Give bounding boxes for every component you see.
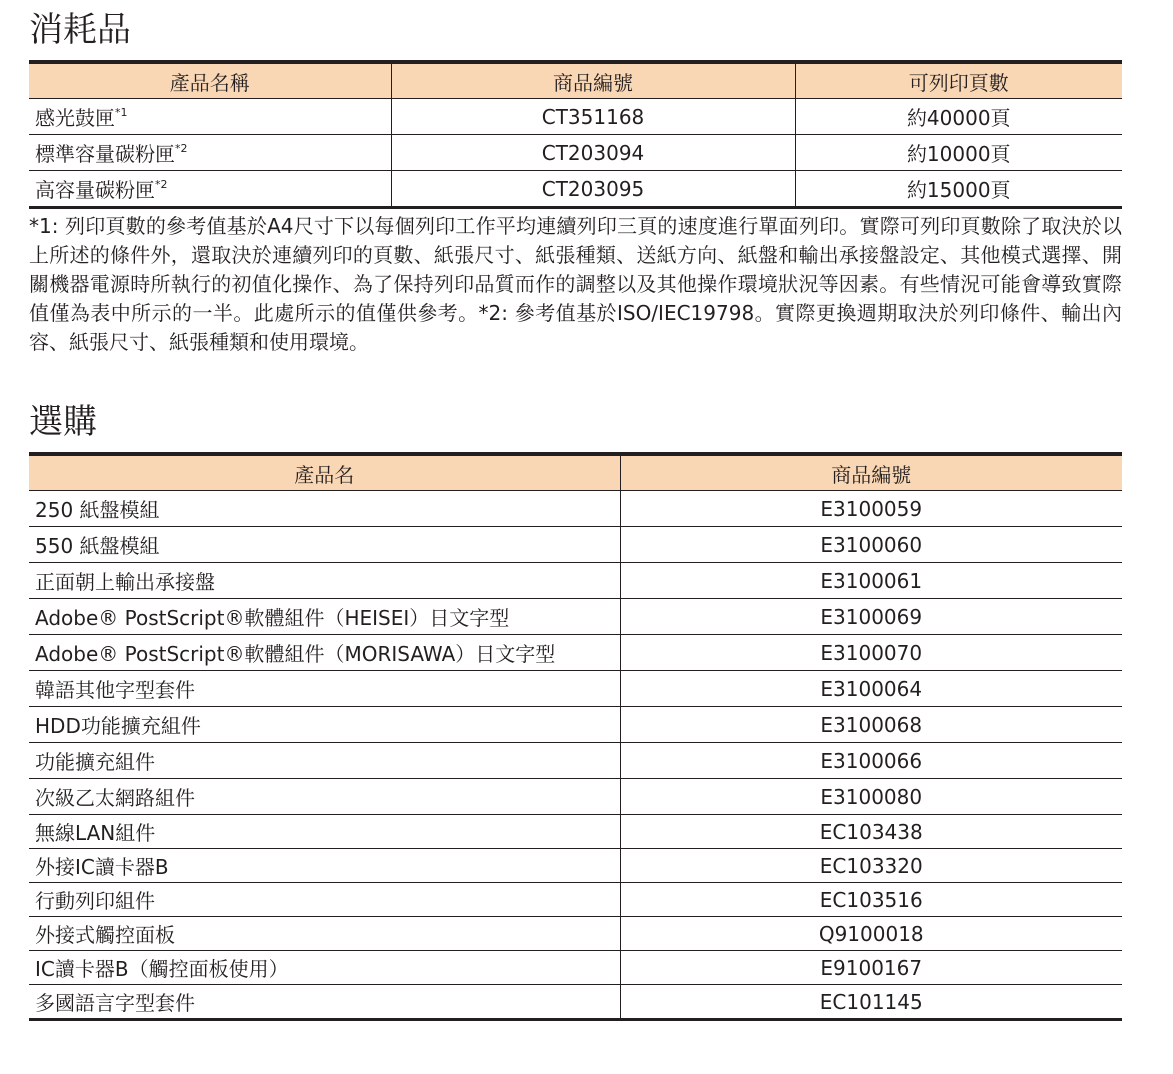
product-code-cell: E3100059: [620, 491, 1122, 527]
product-code-cell: E9100167: [620, 951, 1122, 985]
table-row: [29, 671, 1122, 707]
options-table: [29, 452, 1122, 1021]
product-code-cell: E3100069: [620, 599, 1122, 635]
table-row: [29, 527, 1122, 563]
column-header-product-code: 商品編號: [620, 454, 1122, 491]
page-yield-cell: 約10000頁: [795, 135, 1122, 171]
options-title: 選購: [29, 402, 97, 442]
product-code-cell: CT203095: [391, 171, 795, 208]
product-name-cell: 外接IC讀卡器B: [29, 849, 620, 883]
product-code-cell: E3100068: [620, 707, 1122, 743]
column-header-page-yield: 可列印頁數: [795, 62, 1122, 99]
product-name-cell: 550 紙盤模組: [29, 527, 620, 563]
product-name-cell: Adobe® PostScript®軟體組件（HEISEI）日文字型: [29, 599, 620, 635]
product-name-cell: Adobe® PostScript®軟體組件（MORISAWA）日文字型: [29, 635, 620, 671]
product-name-cell: 高容量碳粉匣$^{*2}$: [35, 178, 168, 202]
consumables-table: [29, 60, 1122, 209]
footnote-marker: *2: [155, 178, 168, 191]
column-header-product-name: 產品名稱: [29, 62, 391, 99]
footnote-marker: *2: [175, 142, 188, 155]
table-row: [29, 135, 1122, 171]
product-code-cell: CT203094: [391, 135, 795, 171]
product-code-cell: E3100060: [620, 527, 1122, 563]
product-code-cell: EC101145: [620, 985, 1122, 1020]
product-name-cell: 標準容量碳粉匣$^{*2}$: [29, 135, 391, 171]
product-name-cell: HDD功能擴充組件: [29, 707, 620, 743]
product-name-cell: 韓語其他字型套件: [29, 671, 620, 707]
product-name-cell: 感光鼓匣$^{*1}$: [29, 99, 391, 135]
table-header-row: [29, 62, 1122, 99]
product-code-cell: EC103320: [620, 849, 1122, 883]
table-row: [29, 951, 1122, 985]
table-row: [29, 917, 1122, 951]
table-row: [29, 743, 1122, 779]
table-row: [29, 985, 1122, 1020]
product-code-cell: CT351168: [391, 99, 795, 135]
product-name-cell: IC讀卡器B（觸控面板使用）: [29, 951, 620, 985]
product-name-cell: 功能擴充組件: [29, 743, 620, 779]
page-yield-cell: 約15000頁: [795, 171, 1122, 208]
table-row: [29, 849, 1122, 883]
product-name-cell: 正面朝上輸出承接盤: [29, 563, 620, 599]
table-row: [29, 599, 1122, 635]
table-row: [29, 563, 1122, 599]
product-code-cell: Q9100018: [620, 917, 1122, 951]
table-row: [29, 815, 1122, 849]
table-row: [29, 779, 1122, 815]
product-name-cell: 行動列印組件: [29, 883, 620, 917]
product-name-cell: 外接式觸控面板: [29, 917, 620, 951]
product-code-cell: E3100070: [620, 635, 1122, 671]
product-name-cell: 250 紙盤模組: [29, 491, 620, 527]
table-header-row: [29, 454, 1122, 491]
table-row: [29, 635, 1122, 671]
product-code-cell: EC103516: [620, 883, 1122, 917]
table-row: [29, 883, 1122, 917]
table-row: [29, 171, 1122, 208]
product-name-cell: 無線LAN組件: [29, 815, 620, 849]
table-row: [29, 99, 1122, 135]
product-code-cell: E3100064: [620, 671, 1122, 707]
table-row: [29, 707, 1122, 743]
table-row: [29, 491, 1122, 527]
product-name-cell: 次級乙太網路組件: [29, 779, 620, 815]
product-code-cell: EC103438: [620, 815, 1122, 849]
column-header-product-name: 產品名: [29, 454, 620, 491]
consumables-footnote: *1: 列印頁數的參考值基於A4尺寸下以每個列印工作平均連續列印三頁的速度進行單面列印。實際可列印頁數除了取決於以上所述的條件外，還取決於連續列印的頁數、紙張尺寸、紙張種類、送紙方向、紙盤和輸出承接盤設定、其他模式選擇、開關機器電源時所執行的初值化操作、為了保持列印品質而作的調整以及其他操作環境狀況等因素。有些情況可能會導致實際值僅為表中所示的一半。此處所示的值僅供參考。*2: 參考值基於ISO/IEC19798。實際更換週期取決於列印條件、輸出內容、紙張尺寸、紙張種類和使用環境。: [29, 214, 1122, 354]
column-header-product-code: 商品編號: [391, 62, 795, 99]
consumables-title: 消耗品: [29, 10, 131, 50]
product-code-cell: E3100080: [620, 779, 1122, 815]
footnote-marker: *1: [115, 106, 128, 119]
product-code-cell: E3100066: [620, 743, 1122, 779]
product-name-cell: 多國語言字型套件: [35, 991, 195, 1015]
page-yield-cell: 約40000頁: [795, 99, 1122, 135]
product-code-cell: E3100061: [620, 563, 1122, 599]
